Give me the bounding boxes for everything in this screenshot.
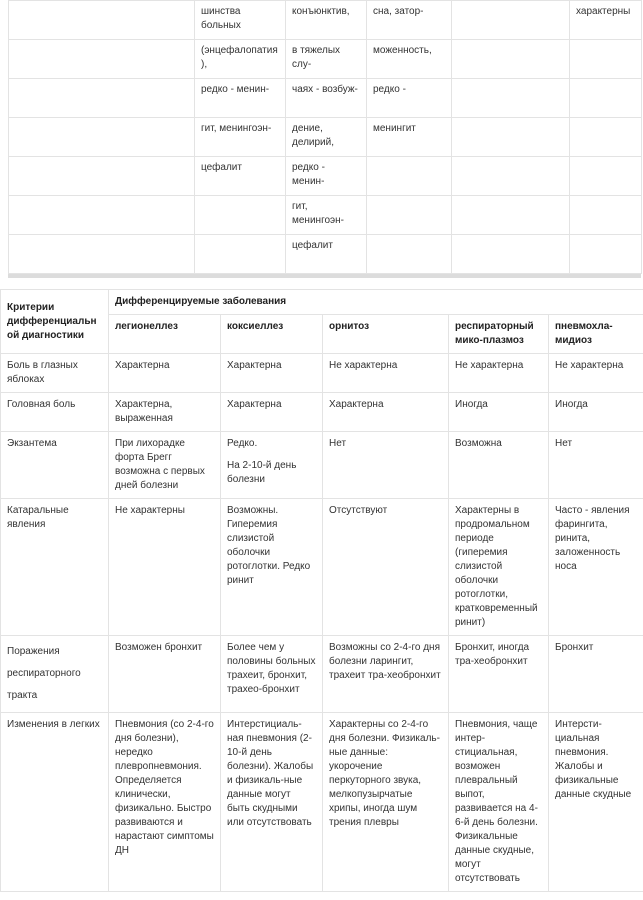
table-row [1,636,643,713]
value-cell: Более чем у половины больных трахеит, бронхит, трахео-бронхит [221,636,323,713]
table-cell: (энцефалопатия), [195,40,286,79]
table-cell [570,157,642,196]
value-cell: Нет [549,432,643,499]
criterion-cell: Поражения респираторного тракта [1,636,109,713]
table-row [1,713,643,892]
value-cell: Возможны со 2-4-го дня болезни ларингит, трахеит тра-хеобронхит [323,636,449,713]
value-cell: Возможен бронхит [109,636,221,713]
value-cell: Возможны. Гиперемия слизистой оболочки ротоглотки. Редко ринит [221,499,323,636]
table-cell [570,196,642,235]
disease-header: пневмохла-мидиоз [549,315,643,354]
disease-header: коксиеллез [221,315,323,354]
disease-header: орнитоз [323,315,449,354]
table-cell: гит, менингоэн- [286,196,367,235]
group-header: Дифференцируемые заболевания [109,290,643,315]
table-cell [452,1,570,40]
table-row [9,118,642,157]
value-cell: Не характерна [449,354,549,393]
table-cell [195,235,286,274]
table-cell [367,235,452,274]
value-cell: Характерна [221,393,323,432]
table-row [1,499,643,636]
table-cell: цефалит [286,235,367,274]
table-cell: дение, делирий, [286,118,367,157]
table-cell: характерны [570,1,642,40]
value-cell: Иногда [449,393,549,432]
table-row [9,1,642,40]
value-cell: Характерна, выраженная [109,393,221,432]
table-cell [9,118,195,157]
table-cell: сна, затор- [367,1,452,40]
table-cell [452,235,570,274]
table-cell: редко - [367,79,452,118]
table-row [1,393,643,432]
value-cell: Не характерна [549,354,643,393]
value-cell: Характерны со 2-4-го дня болезни. Физикаль-ные данные: укорочение перкуторного звука, мелкопузырчатые хрипы, иногда шум трения плевры [323,713,449,892]
value-text-extra: На 2-10-й день болезни [227,460,297,485]
table-cell [9,157,195,196]
table-cell: менингит [367,118,452,157]
table-cell [9,79,195,118]
table-cell [195,196,286,235]
table-row [9,40,642,79]
header-row [1,290,643,315]
value-cell: Характерна [109,354,221,393]
table-cell [452,79,570,118]
value-cell: Иногда [549,393,643,432]
value-cell [221,432,323,499]
table-cell [367,157,452,196]
continuation-table [8,0,642,274]
table-cell [570,40,642,79]
table-cell: чаях - возбуж- [286,79,367,118]
table-cell [9,40,195,79]
table-separator [8,274,641,278]
table-row [9,79,642,118]
value-cell: Интерстициаль-ная пневмония (2-10-й день болезни). Жалобы и физикаль-ные данные могут быть скудными или отсутствовать [221,713,323,892]
table-cell [452,157,570,196]
table-cell: цефалит [195,157,286,196]
value-cell: Интерсти-циальная пневмония. Жалобы и физикальные данные скудные [549,713,643,892]
table-cell [9,1,195,40]
value-cell: Характерна [221,354,323,393]
table-cell [452,118,570,157]
table-cell [570,118,642,157]
value-cell: Пневмония (со 2-4-го дня болезни), нередко плевропневмония. Определяется клинически, физикально. Быстро развиваются и нарастают симптомы ДН [109,713,221,892]
table-cell [570,235,642,274]
value-cell: При лихорадке форта Брегг возможна с первых дней болезни [109,432,221,499]
value-cell: Возможна [449,432,549,499]
value-cell: Нет [323,432,449,499]
value-cell: Бронхит [549,636,643,713]
continuation-table-body [9,1,642,274]
differential-diagnosis-table [0,289,643,892]
table-row [1,432,643,499]
table-cell: в тяжелых слу- [286,40,367,79]
disease-header: респираторный мико-плазмоз [449,315,549,354]
criterion-cell: Экзантема [1,432,109,499]
value-cell: Характерна [323,393,449,432]
table-cell [452,40,570,79]
table-cell [452,196,570,235]
value-cell: Не характерна [323,354,449,393]
value-cell: Не характерны [109,499,221,636]
criterion-cell: Головная боль [1,393,109,432]
table-cell: редко - менин- [286,157,367,196]
criterion-cell: Боль в глазных яблоках [1,354,109,393]
table-cell: моженность, [367,40,452,79]
table-row [9,196,642,235]
table-row [1,354,643,393]
table-cell [570,79,642,118]
table-cell [9,235,195,274]
table-cell [9,196,195,235]
table-row [9,157,642,196]
table-cell: конъюнктив, [286,1,367,40]
table-cell: гит, менингоэн- [195,118,286,157]
value-text: Редко. [227,438,258,449]
criterion-cell: Изменения в легких [1,713,109,892]
value-cell: Пневмония, чаще интер-стициальная, возможен плевральный выпот, развивается на 4-6-й день болезни. Физикальные данные скудные, могут отсутствовать [449,713,549,892]
table-cell: шинства больных [195,1,286,40]
criteria-header: Критерии дифференциальной диагностики [1,290,109,354]
value-cell: Отсутствуют [323,499,449,636]
table-row [9,235,642,274]
value-cell: Часто - явления фарингита, ринита, заложенность носа [549,499,643,636]
disease-header: легионеллез [109,315,221,354]
criterion-cell: Катаральные явления [1,499,109,636]
table-cell [367,196,452,235]
table-cell: редко - менин- [195,79,286,118]
value-cell: Характерны в продромальном периоде (гиперемия слизистой оболочки ротоглотки, кратковременный ринит) [449,499,549,636]
value-cell: Бронхит, иногда тра-хеобронхит [449,636,549,713]
